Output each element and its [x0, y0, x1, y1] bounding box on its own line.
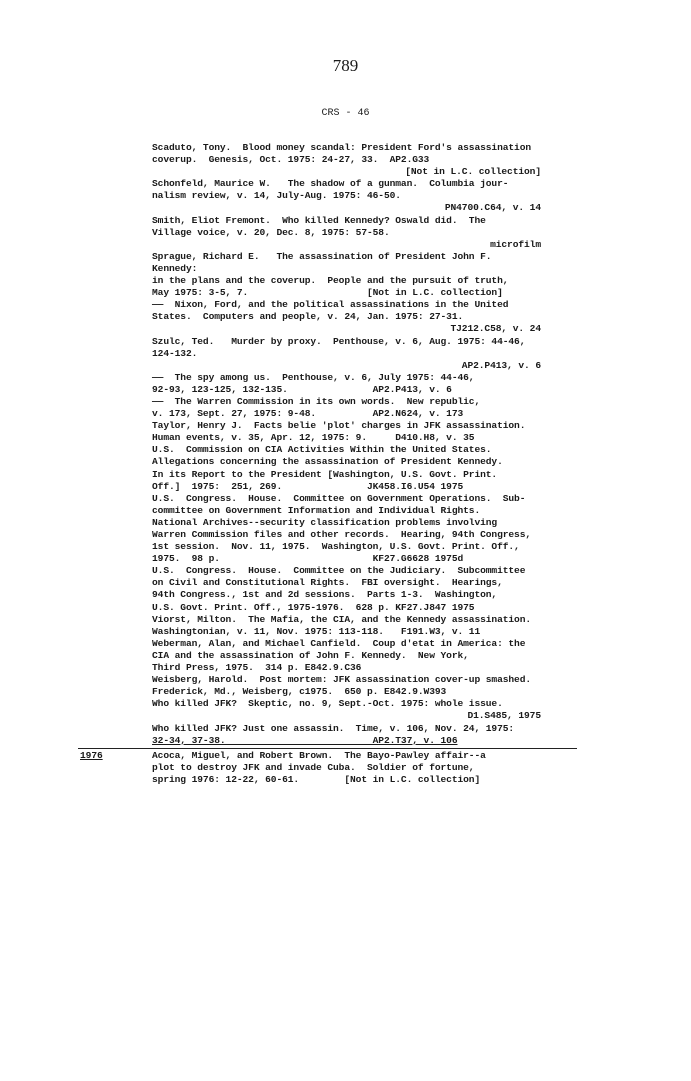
entry-line-first: Acoca, Miguel, and Robert Brown. The Bayo-Pawley affair--a: [152, 749, 486, 761]
entry-line: in the plans and the coverup. People and the pursuit of truth,: [152, 275, 509, 287]
page-number: 789: [332, 56, 359, 75]
bibliography-entry: [0, 444, 691, 492]
section-code: CRS - 46: [321, 108, 370, 119]
entry-line: v. 173, Sept. 27, 1975: 9-48. AP2.N624, v. 173: [152, 408, 464, 420]
entry-line-first: Weisberg, Harold. Post mortem: JFK assassination cover-up smashed.: [152, 674, 532, 686]
entry-line: Washingtonian, v. 11, Nov. 1975: 113-118. F191.W3, v. 11: [152, 625, 481, 637]
entry-line: plot to destroy JFK and invade Cuba. Soldier of fortune,: [152, 761, 475, 773]
call-number: TJ212.C58, v. 24: [450, 323, 541, 335]
entry-line: coverup. Genesis, Oct. 1975: 24-27, 33. AP2.G33: [152, 154, 430, 166]
entry-line: Third Press, 1975. 314 p. E842.9.C36: [152, 662, 362, 674]
entry-line: 32-34, 37-38. AP2.T37, v. 106: [152, 734, 458, 746]
entry-line: National Archives--security classification problems involving: [152, 516, 498, 528]
call-number: [Not in L.C. collection]: [405, 166, 541, 178]
call-number: microfilm: [490, 238, 541, 250]
bibliography-entry: [0, 674, 691, 698]
entry-line: committee on Government Information and Individual Rights.: [152, 504, 481, 516]
bibliography-entry: [0, 420, 691, 444]
entry-line: U.S. Govt. Print. Off., 1975-1976. 628 p. KF27.J847 1975: [152, 601, 475, 613]
entry-line: Warren Commission files and other records. Hearing, 94th Congress,: [152, 529, 532, 540]
entry-line-first: —— Nixon, Ford, and the political assassinations in the United: [152, 299, 509, 311]
bibliography-entry: [0, 698, 691, 722]
entry-line-first: Scaduto, Tony. Blood money scandal: President Ford's assassination: [152, 142, 532, 153]
bibliography-entry: [0, 142, 691, 178]
year-label: 1976: [80, 749, 103, 761]
entry-line: spring 1976: 12-22, 60-61. [Not in L.C. collection]: [152, 773, 481, 785]
entry-line: Off.] 1975: 251, 269. JK458.I6.U54 1975: [152, 480, 464, 492]
bibliography-entry: [0, 336, 691, 372]
entry-line: 94th Congress., 1st and 2d sessions. Parts 1-3. Washington,: [152, 589, 498, 601]
entry-line: May 1975: 3-5, 7. [Not in L.C. collection]: [152, 287, 503, 299]
bibliography-entry: [0, 215, 691, 251]
bibliography-entry: [0, 565, 691, 613]
entry-line: Frederick, Md., Weisberg, c1975. 650 p. E842.9.W393: [152, 686, 447, 698]
entry-line: 1st session. Nov. 11, 1975. Washington, U.S. Govt. Print. Off.,: [152, 541, 520, 553]
entry-line: States. Computers and people, v. 24, Jan. 1975: 27-31.: [152, 311, 464, 323]
bibliography-entry: [0, 178, 691, 214]
bibliography-entry: [0, 750, 691, 786]
bibliography-entry: [0, 638, 691, 674]
entry-line: Allegations concerning the assassination of President Kennedy.: [152, 456, 503, 468]
entry-line: on Civil and Constitutional Rights. FBI oversight. Hearings,: [152, 577, 503, 589]
bibliography-entry: [0, 723, 691, 747]
entry-line: Human events, v. 35, Apr. 12, 1975: 9. D410.H8, v. 35: [152, 432, 475, 444]
bibliography-entry: [0, 251, 691, 299]
bibliography-entry: [0, 299, 691, 335]
call-number: PN4700.C64, v. 14: [444, 202, 541, 214]
bibliography-entry: [0, 372, 691, 396]
bibliography-entry: [0, 614, 691, 638]
entry-line-first: Weberman, Alan, and Michael Canfield. Coup d'etat in America: the: [152, 637, 526, 649]
entry-line: 92-93, 123-125, 132-135. AP2.P413, v. 6: [152, 383, 452, 395]
entry-line-first: Schonfeld, Maurice W. The shadow of a gunman. Columbia jour-: [152, 178, 509, 190]
entry-line-first: Who killed JFK? Skeptic, no. 9, Sept.-Oct. 1975: whole issue.: [152, 698, 503, 710]
entry-line-first: Smith, Eliot Fremont. Who killed Kennedy? Oswald did. The: [152, 214, 486, 226]
bibliography-list: [0, 142, 691, 786]
entry-line: CIA and the assassination of John F. Kennedy. New York,: [152, 649, 469, 661]
entry-line-first: U.S. Congress. House. Committee on Government Operations. Sub-: [152, 492, 526, 504]
entry-line-first: Taylor, Henry J. Facts belie 'plot' charges in JFK assassination.: [152, 420, 526, 432]
call-number: D1.S485, 1975: [467, 710, 541, 722]
entry-line: 1975. 98 p. KF27.G6628 1975d: [152, 553, 464, 565]
entry-line-first: Who killed JFK? Just one assassin. Time, v. 106, Nov. 24, 1975:: [152, 722, 515, 734]
entry-line-first: Szulc, Ted. Murder by proxy. Penthouse, v. 6, Aug. 1975: 44-46, 124-132.: [152, 335, 532, 359]
entry-line-first: Sprague, Richard E. The assassination of President John F. Kennedy:: [152, 250, 498, 274]
entry-line-first: U.S. Congress. House. Committee on the Judiciary. Subcommittee: [152, 565, 526, 577]
entry-line-first: —— The Warren Commission in its own words. New republic,: [152, 395, 481, 407]
year-divider: [78, 748, 577, 749]
entry-line-first: —— The spy among us. Penthouse, v. 6, July 1975: 44-46,: [152, 371, 475, 383]
bibliography-entry: [0, 396, 691, 420]
entry-line: nalism review, v. 14, July-Aug. 1975: 46-50.: [152, 190, 401, 202]
entry-line: Village voice, v. 20, Dec. 8, 1975: 57-58.: [152, 226, 390, 238]
call-number: AP2.P413, v. 6: [461, 359, 541, 371]
bibliography-entry: [0, 493, 691, 566]
entry-line-first: Viorst, Milton. The Mafia, the CIA, and the Kennedy assassination.: [152, 613, 532, 625]
entry-line: In its Report to the President [Washington, U.S. Govt. Print.: [152, 468, 498, 480]
entry-line-first: U.S. Commission on CIA Activities Within the United States.: [152, 444, 492, 456]
